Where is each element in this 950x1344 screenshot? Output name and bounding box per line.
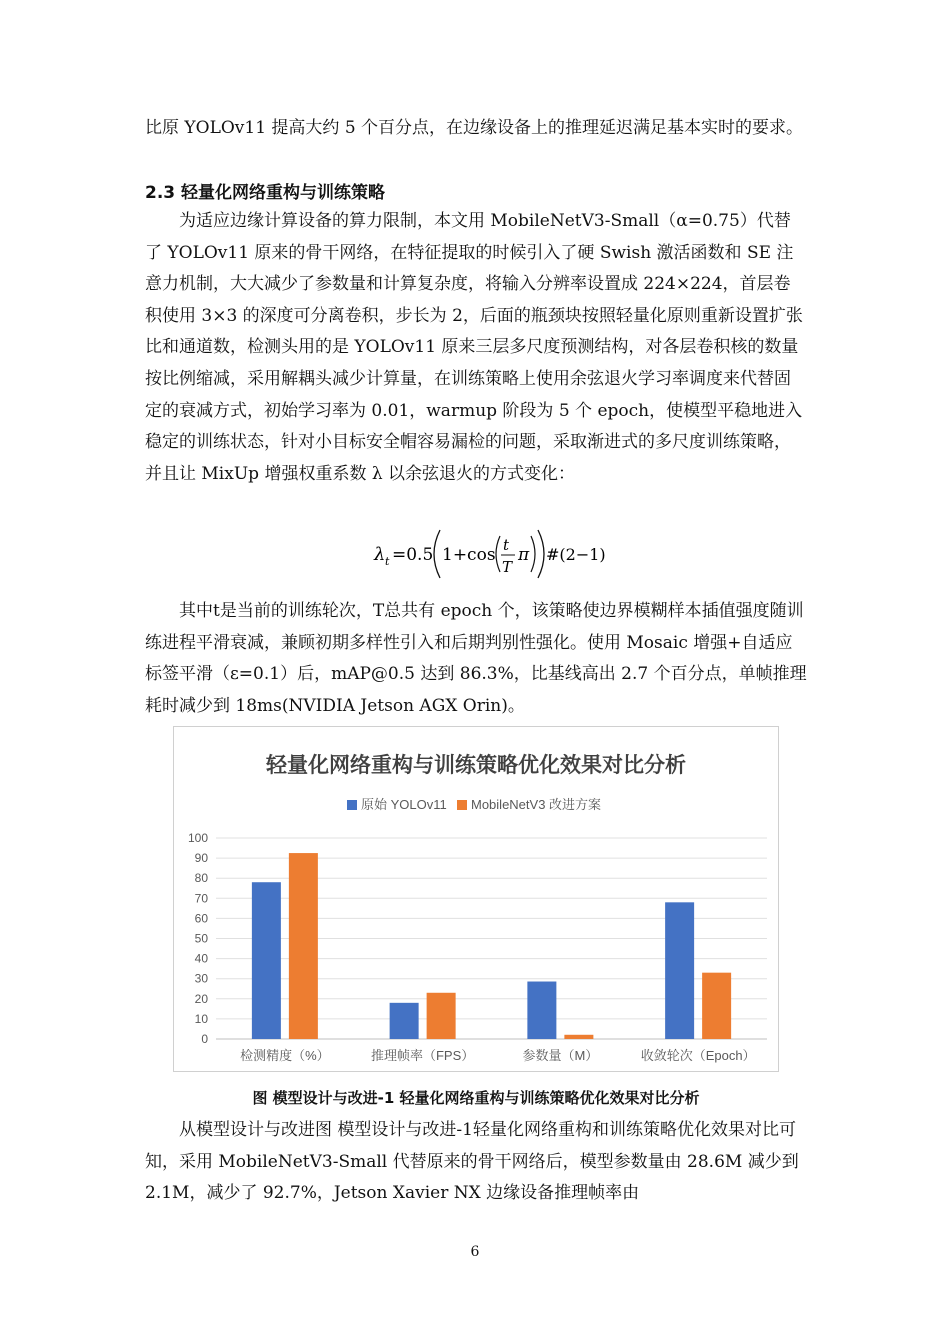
page-number: 6: [470, 1244, 480, 1260]
bar-2-4: [702, 973, 731, 1039]
legend-swatch-1: [347, 800, 357, 810]
x-tick-label-2: 推理帧率（FPS）: [370, 1048, 475, 1063]
legend-label-1: 原始 YOLOv11: [361, 797, 447, 812]
x-tick-label-3: 参数量（M）: [522, 1048, 599, 1063]
eq-paren-inner-close: [531, 536, 535, 572]
bar-1-4: [665, 902, 694, 1039]
eq-paren-close: [538, 530, 544, 578]
bar-2-2: [427, 993, 456, 1039]
chart-title: 轻量化网络重构与训练策略优化效果对比分析: [266, 754, 686, 777]
eq-tag: #(2−1): [546, 545, 606, 564]
section-heading: 2.3 轻量化网络重构与训练策略: [145, 183, 386, 203]
y-tick-label-0: 0: [201, 1032, 208, 1046]
y-tick-label-100: 100: [187, 831, 208, 845]
eq-paren-open: [434, 530, 440, 578]
eq-pi: π: [518, 545, 530, 565]
paragraph-analysis: 从模型设计与改进图 模型设计与改进-1轻量化网络重构和训练策略优化效果对比可知，采用 MobileNetV3-Small 代替原来的骨干网络后，模型参数量由 28.6M 减少到 2.1M，减少了 92.7%，Jetson Xavier NX 边缘设备推理帧率由: [145, 1120, 799, 1204]
y-tick-label-20: 20: [194, 991, 208, 1006]
comparison-chart: [173, 726, 779, 1072]
figure-caption: 图 模型设计与改进-1 轻量化网络重构与训练策略优化效果对比分析: [252, 1089, 700, 1107]
bar-2-3: [564, 1035, 593, 1039]
y-tick-label-30: 30: [194, 971, 208, 986]
y-tick-label-50: 50: [194, 931, 208, 946]
legend-swatch-2: [457, 800, 467, 810]
y-tick-label-80: 80: [194, 871, 208, 886]
eq-coef: =0.5: [392, 545, 434, 565]
eq-numerator: t: [503, 536, 510, 554]
bar-2-1: [289, 853, 318, 1039]
eq-one-plus-cos: 1+cos: [442, 545, 496, 565]
paragraph-results: 其中t是当前的训练轮次，T总共有 epoch 个，该策略使边界模糊样本插值强度随训练进程平滑衰减，兼顾初期多样性引入和后期判别性强化。使用 Mosaic 增强+自适应标签平滑（ε=0.1）后，mAP@0.5 达到 86.3%，比基线高出 2.7 个百分点，单帧推理耗时减少到 18ms(NVIDIA Jetson AGX Orin)。: [145, 601, 807, 716]
y-tick-label-10: 10: [194, 1011, 208, 1026]
x-tick-label-4: 收敛轮次（Epoch）: [640, 1048, 756, 1063]
legend-label-2: MobileNetV3 改进方案: [471, 797, 602, 812]
chart-canvas: [174, 727, 778, 1071]
paragraph-intro: 比原 YOLOv11 提高大约 5 个百分点，在边缘设备上的推理延迟满足基本实时的要求。: [145, 118, 804, 138]
bar-1-2: [390, 1003, 419, 1039]
paragraph-method: 为适应边缘计算设备的算力限制，本文用 MobileNetV3-Small（α=0.75）代替了 YOLOv11 原来的骨干网络，在特征提取的时候引入了硬 Swish 激活函数和 SE 注意力机制，大大减少了参数量和计算复杂度，将输入分辨率设置成 224×224，首层卷积使用 3×3 的深度可分离卷积，步长为 2，后面的瓶颈块按照轻量化原则重新设置扩张比和通道数，检测头用的是 YOLOv11 原来三层多尺度预测结构，对各层卷积核的数量按比例缩减，采用解耦头减少计算量，在训练策略上使用余弦退火学习率调度来代替固定的衰减方式，初始学习率为 0.01，warmup 阶段为 5 个 epoch，使模型平稳地进入稳定的训练状态，针对小目标安全帽容易漏检的问题，采取渐进式的多尺度训练策略，并且让 MixUp 增强权重系数 λ 以余弦退火的方式变化：: [145, 211, 803, 484]
y-tick-label-70: 70: [194, 891, 208, 906]
y-tick-label-60: 60: [194, 911, 208, 926]
y-tick-label-90: 90: [194, 851, 208, 866]
eq-lambda: λ: [374, 544, 386, 565]
bar-1-3: [527, 982, 556, 1039]
bar-1-1: [252, 882, 281, 1039]
y-tick-label-40: 40: [194, 951, 208, 966]
eq-paren-inner-open: [496, 536, 500, 572]
mixup-equation: [370, 524, 630, 584]
eq-denominator: T: [502, 558, 513, 576]
x-tick-label-1: 检测精度（%）: [240, 1048, 330, 1063]
eq-lambda-sub: t: [385, 555, 390, 568]
